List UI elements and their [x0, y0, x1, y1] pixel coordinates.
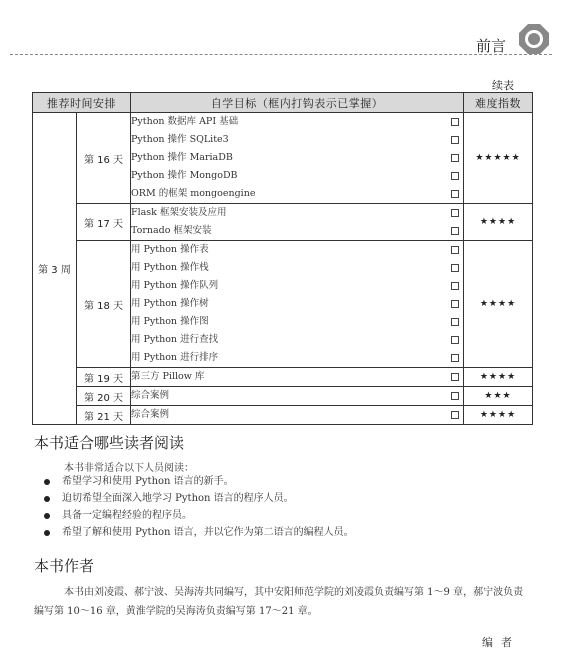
goal-checkbox[interactable] [451, 136, 459, 144]
goal-checkbox[interactable] [451, 227, 459, 235]
goals-cell [131, 241, 464, 368]
goal-item [131, 204, 463, 222]
goal-item [131, 185, 463, 203]
goals-cell [131, 406, 464, 425]
column-header-difficulty: 难度指数 [464, 93, 533, 113]
table-continued-note: 续表 [492, 79, 514, 92]
goal-checkbox[interactable] [451, 190, 459, 198]
goal-item [131, 113, 463, 131]
goal-text: 用 Python 操作栈 [131, 262, 209, 273]
readers-heading: 本书适合哪些读者阅读 [34, 434, 185, 452]
day-cell: 第 20 天 [77, 387, 131, 406]
difficulty-stars: ★★★★ [464, 368, 533, 387]
goal-checkbox[interactable] [451, 172, 459, 180]
day-cell: 第 17 天 [77, 204, 131, 241]
table-row [33, 113, 533, 204]
goal-text: Python 操作 MariaDB [131, 152, 233, 163]
header-divider [10, 54, 552, 55]
goal-checkbox[interactable] [451, 300, 459, 308]
goal-item [131, 149, 463, 167]
goal-item [131, 368, 463, 386]
list-item: 迫切希望全面深入地学习 Python 语言的程序人员。 [44, 490, 354, 507]
authors-paragraph: 本书由刘凌霞、郝宁波、吴海涛共同编写，其中安阳师范学院的刘凌霞负责编写第 1～9 章，郝宁波负责编写第 10～16 章，黄淮学院的吴海涛负责编写第 17～21 章。 [34, 587, 524, 617]
goal-checkbox[interactable] [451, 354, 459, 362]
goal-text: Python 数据库 API 基础 [131, 116, 239, 127]
goal-checkbox[interactable] [451, 373, 459, 381]
goal-text: Python 操作 MongoDB [131, 170, 238, 181]
readers-list [44, 473, 354, 541]
table-row [33, 204, 533, 241]
goal-text: 用 Python 操作队列 [131, 280, 219, 291]
day-cell: 第 19 天 [77, 368, 131, 387]
goal-text: 用 Python 进行查找 [131, 334, 219, 345]
goal-text: Flask 框架安装及应用 [131, 207, 227, 218]
goal-text: 第三方 Pillow 库 [131, 371, 205, 382]
goals-cell [131, 113, 464, 204]
goal-item [131, 406, 463, 424]
goal-text: 综合案例 [131, 409, 170, 420]
table-row [33, 241, 533, 368]
goal-checkbox[interactable] [451, 318, 459, 326]
signature: 编者 [482, 636, 520, 649]
goal-item [131, 331, 463, 349]
goal-checkbox[interactable] [451, 336, 459, 344]
readers-intro: 本书非常适合以下人员阅读： [64, 463, 194, 474]
goal-checkbox[interactable] [451, 118, 459, 126]
goal-checkbox[interactable] [451, 411, 459, 419]
page-header-title: 前言 [476, 37, 507, 55]
goal-item [131, 277, 463, 295]
goal-checkbox[interactable] [451, 154, 459, 162]
goal-checkbox[interactable] [451, 209, 459, 217]
goal-item [131, 295, 463, 313]
goal-item [131, 167, 463, 185]
goal-item [131, 387, 463, 405]
goal-checkbox[interactable] [451, 246, 459, 254]
list-item: 具备一定编程经验的程序员。 [44, 507, 354, 524]
goal-text: Python 操作 SQLite3 [131, 134, 229, 145]
goals-cell [131, 387, 464, 406]
difficulty-stars: ★★★★ [464, 406, 533, 425]
goal-item [131, 222, 463, 240]
goal-text: ORM 的框架 mongoengine [131, 188, 256, 199]
goal-text: 用 Python 进行排序 [131, 352, 219, 363]
day-cell: 第 18 天 [77, 241, 131, 368]
table-row [33, 368, 533, 387]
header-ornament-icon [517, 22, 551, 56]
authors-heading: 本书作者 [34, 557, 95, 575]
goal-item [131, 313, 463, 331]
difficulty-stars: ★★★★★ [464, 113, 533, 204]
goal-text: 综合案例 [131, 390, 170, 401]
table-row [33, 406, 533, 425]
goal-text: 用 Python 操作表 [131, 244, 209, 255]
goals-cell [131, 368, 464, 387]
table-row [33, 387, 533, 406]
goal-checkbox[interactable] [451, 264, 459, 272]
goal-item [131, 241, 463, 259]
goal-item [131, 259, 463, 277]
day-cell: 第 16 天 [77, 113, 131, 204]
goal-text: 用 Python 操作图 [131, 316, 209, 327]
goal-text: Tornado 框架安装 [131, 225, 212, 236]
goal-checkbox[interactable] [451, 392, 459, 400]
bullet-icon [44, 513, 50, 519]
column-header-goals: 自学目标（框内打钩表示已掌握） [131, 93, 464, 113]
schedule-table [32, 92, 533, 425]
difficulty-stars: ★★★★ [464, 241, 533, 368]
list-item: 希望了解和使用 Python 语言，并以它作为第二语言的编程人员。 [44, 524, 354, 541]
goal-text: 用 Python 操作树 [131, 298, 209, 309]
difficulty-stars: ★★★★ [464, 204, 533, 241]
goal-checkbox[interactable] [451, 282, 459, 290]
week-cell: 第 3 周 [33, 113, 77, 425]
bullet-icon [44, 530, 50, 536]
goal-item [131, 131, 463, 149]
column-header-schedule: 推荐时间安排 [33, 93, 131, 113]
day-cell: 第 21 天 [77, 406, 131, 425]
bullet-icon [44, 496, 50, 502]
goal-item [131, 349, 463, 367]
difficulty-stars: ★★★ [464, 387, 533, 406]
bullet-icon [44, 479, 50, 485]
list-item: 希望学习和使用 Python 语言的新手。 [44, 473, 354, 490]
goals-cell [131, 204, 464, 241]
